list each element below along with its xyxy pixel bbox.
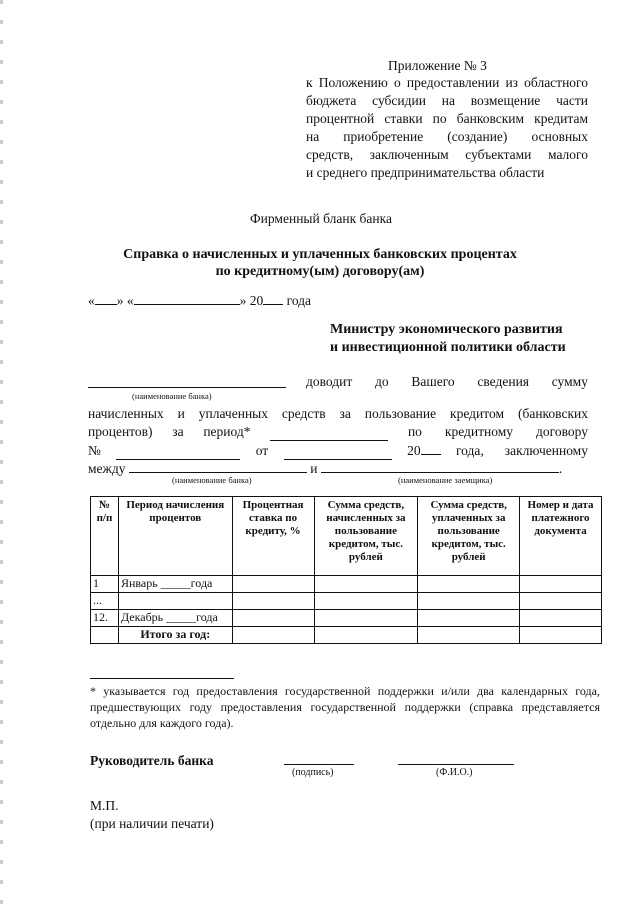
body-word: сведения [477, 374, 530, 389]
body-word: доводит [306, 374, 353, 389]
doc-title-line1: Справка о начисленных и уплаченных банковских процентах [123, 247, 517, 262]
column-header: Сумма средств, уплаченных за пользование кредитом, тыс. рублей [418, 497, 520, 576]
body-word: от [255, 443, 269, 458]
body-line1 [306, 373, 588, 391]
row-period: Январь _____года [118, 576, 232, 593]
stamp-note: (при наличии печати) [90, 816, 214, 831]
appendix-line: бюджета субсидии на возмещение части [306, 93, 588, 108]
stamp-label: М.П. [90, 798, 119, 813]
body-word: по кредитному договору [407, 424, 588, 439]
body-word: и [310, 461, 318, 476]
date-quote: « [88, 293, 95, 308]
column-header: Процентная ставка по кредиту, % [232, 497, 314, 576]
appendix-line: на приобретение (создание) основных [306, 129, 588, 144]
body-word: между [88, 461, 126, 476]
body-word: года, заключенному [455, 443, 588, 458]
name-caption: (Ф.И.О.) [436, 767, 473, 778]
total-number-cell [91, 627, 119, 644]
column-header: № п/п [91, 497, 119, 576]
bank-caption-2: (наименование банка) [172, 475, 252, 485]
table-row [91, 610, 602, 627]
letterhead-label: Фирменный бланк банка [250, 211, 392, 226]
body-word: процентов) [88, 424, 153, 439]
table-row [91, 593, 602, 610]
body-word: № [88, 443, 101, 458]
date-line [88, 291, 311, 310]
signature-caption: (подпись) [292, 767, 334, 778]
contract-date-blank[interactable] [284, 446, 392, 460]
table-header-row [91, 497, 602, 576]
addressee-line1: Министру экономического развития [330, 322, 563, 337]
column-header: Период начисления процентов [118, 497, 232, 576]
bank-name-caption: (наименование банка) [132, 391, 212, 401]
date-month-blank[interactable] [134, 291, 240, 305]
row-period: Декабрь _____года [118, 610, 232, 627]
payment-doc-cell[interactable] [520, 610, 602, 627]
total-label: Итого за год: [118, 627, 232, 644]
body-word: . [558, 461, 563, 476]
total-doc-cell[interactable] [520, 627, 602, 644]
appendix-line: средств, заключенным субъектами малого [306, 147, 588, 162]
row-period [118, 593, 232, 610]
row-number: 12. [91, 610, 119, 627]
footnote: * указывается год предоставления государственной поддержки и/или два календарных года, предшествующих году предоставления государственной поддержки (справка представляется отдельно для каждого года). [90, 684, 600, 730]
bank-name-blank[interactable] [88, 387, 286, 388]
paid-cell[interactable] [418, 610, 520, 627]
signature-blank[interactable] [284, 764, 354, 765]
contract-year-blank[interactable] [421, 441, 441, 455]
column-header: Номер и дата платежного документа [520, 497, 602, 576]
appendix-line: и среднего предпринимательства области [306, 165, 545, 180]
row-number: 1 [91, 576, 119, 593]
footnote-rule [90, 678, 234, 679]
body-word: сумму [551, 374, 588, 389]
borrower-name-blank[interactable] [321, 459, 559, 473]
column-header: Сумма средств, начисленных за пользование кредитом, тыс. рублей [314, 497, 418, 576]
payment-doc-cell[interactable] [520, 576, 602, 593]
appendix-line: процентной ставки по банковским кредитам [306, 111, 588, 126]
period-blank[interactable] [270, 427, 388, 441]
bank-head-label: Руководитель банка [90, 753, 214, 768]
date-quote: » « [116, 293, 134, 308]
interest-table [90, 496, 602, 644]
bank-name-blank-2[interactable] [129, 459, 307, 473]
date-day-blank[interactable] [95, 291, 117, 305]
body-word: до [374, 374, 389, 389]
payment-doc-cell[interactable] [520, 593, 602, 610]
date-year-prefix: » 20 [239, 293, 264, 308]
rate-cell[interactable] [232, 593, 314, 610]
doc-title-line2: по кредитному(ым) договору(ам) [215, 264, 425, 279]
table-total-row [91, 627, 602, 644]
accrued-cell[interactable] [314, 576, 418, 593]
body-line4 [88, 441, 588, 460]
contract-number-blank[interactable] [116, 446, 240, 460]
row-number: ... [91, 593, 119, 610]
total-accrued-cell[interactable] [314, 627, 418, 644]
body-line3 [88, 423, 588, 441]
paid-cell[interactable] [418, 576, 520, 593]
total-paid-cell[interactable] [418, 627, 520, 644]
rate-cell[interactable] [232, 610, 314, 627]
body-word: 20 [407, 443, 421, 458]
accrued-cell[interactable] [314, 593, 418, 610]
paid-cell[interactable] [418, 593, 520, 610]
appendix-text [306, 74, 588, 182]
addressee-line2: и инвестиционной политики области [330, 340, 566, 355]
body-line5 [88, 459, 588, 478]
date-year-blank[interactable] [263, 291, 283, 305]
body-word: Вашего [411, 374, 455, 389]
rate-cell[interactable] [232, 576, 314, 593]
name-blank[interactable] [398, 764, 514, 765]
total-rate-cell[interactable] [232, 627, 314, 644]
body-line2: начисленных и уплаченных средств за пользование кредитом (банковских [88, 406, 588, 421]
appendix-line: к Положению о предоставлении из областного [306, 75, 588, 90]
borrower-caption: (наименование заемщика) [398, 475, 493, 485]
date-year-word: года [283, 293, 312, 308]
body-word: период* [203, 424, 251, 439]
scan-edge [0, 0, 3, 905]
body-word: за [172, 424, 184, 439]
accrued-cell[interactable] [314, 610, 418, 627]
appendix-title: Приложение № 3 [388, 58, 487, 73]
table-row [91, 576, 602, 593]
